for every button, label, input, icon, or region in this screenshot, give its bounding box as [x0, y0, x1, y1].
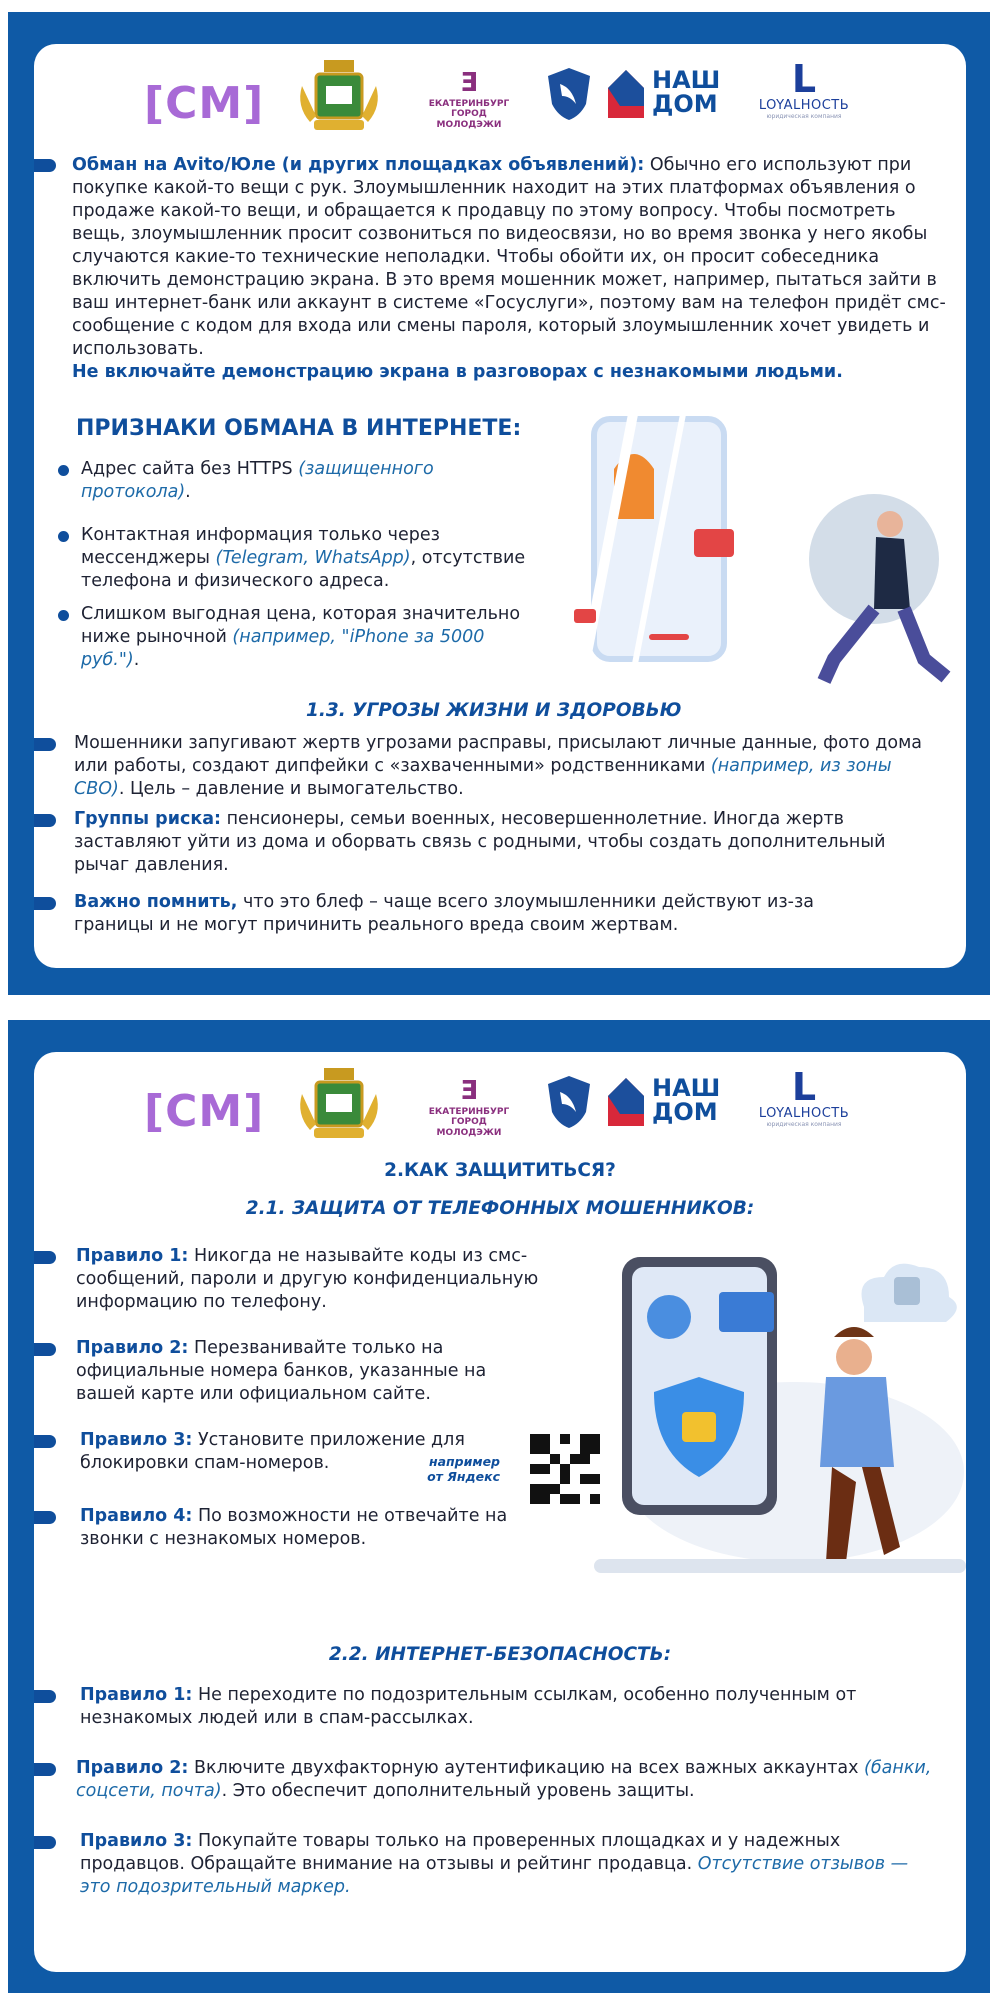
nash-dom-line1: НАШ	[652, 1074, 721, 1102]
sign-item	[81, 603, 531, 672]
loyalnost-sub: юридическая компания	[766, 113, 842, 120]
bullet-dot	[58, 465, 69, 476]
nash-dom-house-icon	[606, 66, 646, 120]
sign-item	[81, 458, 501, 504]
phone-rule-text: Установите приложение для блокировки спам-номеров.	[80, 1430, 465, 1473]
sign-text: Контактная информация только через мессенджеры	[81, 525, 440, 568]
risk-groups-text: пенсионеры, семьи военных, несовершеннолетние. Иногда жертв заставляют уйти из дома и оборвать связь с родными, чтобы создать дополнительный рычаг давления.	[74, 809, 886, 875]
threats-paragraph-1	[74, 732, 944, 801]
bullet-marker	[34, 1836, 56, 1849]
phone-rule-label: Правило 2:	[76, 1338, 189, 1358]
phone-rule-text: Перезванивайте только на официальные номера банков, указанные на вашей карте или официальном сайте.	[76, 1338, 487, 1404]
sign-text: Адрес сайта без HTTPS	[81, 459, 299, 479]
threats-title: 1.3. УГРОЗЫ ЖИЗНИ И ЗДОРОВЬЮ	[306, 700, 682, 721]
phone-rule-label: Правило 3:	[80, 1430, 193, 1450]
web-rule	[80, 1684, 940, 1730]
sign-tail: .	[185, 482, 191, 502]
bullet-marker	[34, 1511, 56, 1524]
avito-scam-title: Обман на Avito/Юле (и других площадках объявлений):	[72, 155, 645, 175]
web-rule-label: Правило 1:	[80, 1685, 193, 1705]
avito-scam-warning: Не включайте демонстрацию экрана в разговорах с незнакомыми людьми.	[72, 362, 843, 382]
remember-label: Важно помнить,	[74, 892, 238, 912]
phone-rule	[80, 1505, 520, 1551]
threats-paragraph-2	[74, 808, 904, 877]
bullet-marker	[34, 1343, 56, 1356]
nash-dom-house-icon	[606, 1074, 646, 1128]
protect-title: 2.КАК ЗАЩИТИТЬСЯ?	[384, 1160, 616, 1181]
phone-rule-text: По возможности не отвечайте на звонки с незнакомых номеров.	[80, 1506, 508, 1549]
web-rule-text: Покупайте товары только на проверенных площадках и у надежных продавцов. Обращайте внимание на отзывы и рейтинг продавца.	[80, 1831, 841, 1874]
sign-tail: , отсутствие телефона и физического адреса.	[81, 548, 526, 591]
threats-paragraph-3	[74, 891, 894, 937]
bullet-marker	[34, 1690, 56, 1703]
cm-logo: [СМ]	[144, 1086, 265, 1137]
ekb-logo	[419, 1077, 519, 1138]
ekb-logo	[419, 69, 519, 130]
web-rule-text: Не переходите по подозрительным ссылкам, особенно полученным от незнакомых людей или в спам-рассылках.	[80, 1685, 857, 1728]
signs-title: ПРИЗНАКИ ОБМАНА В ИНТЕРНЕТЕ:	[76, 416, 522, 441]
internet-safety-subtitle: 2.2. ИНТЕРНЕТ-БЕЗОПАСНОСТЬ:	[328, 1644, 672, 1665]
nash-dom-line2: ДОМ	[652, 90, 718, 118]
ekb-e-icon: Ǝ	[460, 68, 478, 98]
phone-rule	[76, 1245, 596, 1314]
ekb-coat-of-arms-icon	[296, 56, 382, 136]
threats-p1: Мошенники запугивают жертв угрозами расправы, присылают личные данные, фото дома или работы, создают дипфейки с «захваченными» родственниками	[74, 733, 923, 776]
phone-rule	[80, 1429, 470, 1475]
web-rule-note: Отсутствие отзывов — это подозрительный маркер.	[80, 1854, 909, 1897]
ekb-logo-line2: ГОРОД МОЛОДЭЖИ	[436, 109, 502, 130]
avito-scam-paragraph	[72, 154, 952, 384]
loyalnost-sub: юридическая компания	[766, 1121, 842, 1128]
web-rule-label: Правило 2:	[76, 1758, 189, 1778]
ekb-logo-line2: ГОРОД МОЛОДЭЖИ	[436, 1117, 502, 1138]
bullet-marker	[34, 159, 56, 172]
ekb-e-icon: Ǝ	[460, 1076, 478, 1106]
bullet-marker	[34, 814, 56, 827]
avito-scam-body: Обычно его используют при покупке какой-то вещи с рук. Злоумышленник находит на этих платформах объявления о продаже какой-то вещи, и обращается к продавцу по этому вопросу. Чтобы посмотреть вещь, злоумышленник просит созвониться по видеосвязи, но во время звонка у него якобы случаются какие-то технические неполадки. Чтобы обойти их, он просит собеседника включить демонстрацию экрана. В это время мошенник может, например, пытаться зайти в ваш интернет-банк или аккаунт в системе «Госуслуги», поэтому вам на телефон придёт смс-сообщение с кодом для входа или смены пароля, который злоумышленник хочет увидеть и использовать.	[72, 155, 946, 359]
slide-2	[8, 1020, 990, 1993]
web-rule	[76, 1757, 946, 1803]
logo-row	[34, 44, 966, 154]
qr-note: например от Яндекс	[427, 1454, 500, 1484]
bullet-marker	[34, 897, 56, 910]
web-rule-tail: . Это обеспечит дополнительный уровень защиты.	[221, 1781, 695, 1801]
loyalnost-logo	[744, 57, 864, 120]
phone-lock-illustration	[594, 1237, 966, 1582]
phone-rule-text: Никогда не называйте коды из смс-сообщений, пароли и другую конфиденциальную информацию по телефону.	[76, 1246, 539, 1312]
bullet-marker	[34, 1763, 56, 1776]
sign-tail: .	[133, 650, 140, 670]
web-rule-text: Включите двухфакторную аутентификацию на всех важных аккаунтах	[188, 1758, 865, 1778]
sign-text: Слишком выгодная цена, которая значительно ниже рыночной	[81, 604, 521, 647]
ekb-coat-of-arms-icon	[296, 1064, 382, 1144]
web-rule-label: Правило 3:	[80, 1831, 193, 1851]
slide-1	[8, 12, 990, 995]
phone-fraud-subtitle: 2.1. ЗАЩИТА ОТ ТЕЛЕФОННЫХ МОШЕННИКОВ:	[245, 1198, 755, 1219]
sign-note: (например, "iPhone за 5000 руб.")	[81, 627, 485, 670]
nash-dom-logo	[652, 1076, 720, 1124]
bullet-dot	[58, 531, 69, 542]
phone-rule-label: Правило 1:	[76, 1246, 189, 1266]
threats-p1-note: (например, из зоны СВО)	[74, 756, 892, 799]
sign-item	[81, 524, 551, 593]
loyalnost-text: LOYALНОСТЬ	[758, 1106, 850, 1121]
phone-hacker-illustration	[574, 409, 964, 709]
risk-groups-label: Группы риска:	[74, 809, 222, 829]
cm-logo: [СМ]	[144, 78, 265, 129]
logo-row	[34, 1052, 966, 1162]
bullet-marker	[34, 738, 56, 751]
ekb-logo-line1: ЕКАТЕРИНБУРГ	[428, 1106, 510, 1117]
nash-dom-logo	[652, 68, 720, 116]
slide-1-card	[34, 44, 966, 968]
shield-logo-icon	[546, 66, 592, 122]
loyalnost-l-icon: L	[791, 1065, 817, 1109]
remember-text: что это блеф – чаще всего злоумышленники действуют из-за границы и не могут причинить реального вреда своим жертвам.	[74, 892, 815, 935]
web-rule-note: (банки, соцсети, почта)	[76, 1758, 932, 1801]
slide-2-card	[34, 1052, 966, 1972]
nash-dom-line1: НАШ	[652, 66, 721, 94]
bullet-marker	[34, 1251, 56, 1264]
sign-note: (Telegram, WhatsApp)	[215, 548, 411, 568]
phone-rule	[76, 1337, 546, 1406]
bullet-marker	[34, 1435, 56, 1448]
loyalnost-l-icon: L	[791, 57, 817, 101]
loyalnost-text: LOYALНОСТЬ	[758, 98, 850, 113]
ekb-logo-line1: ЕКАТЕРИНБУРГ	[428, 98, 510, 109]
threats-p1-tail: . Цель – давление и вымогательство.	[118, 779, 464, 799]
shield-logo-icon	[546, 1074, 592, 1130]
bullet-dot	[58, 610, 69, 621]
nash-dom-line2: ДОМ	[652, 1098, 718, 1126]
web-rule	[80, 1830, 940, 1899]
phone-rule-label: Правило 4:	[80, 1506, 193, 1526]
qr-code-icon[interactable]	[530, 1434, 600, 1504]
sign-note: (защищенного протокола)	[81, 459, 434, 502]
loyalnost-logo	[744, 1065, 864, 1128]
